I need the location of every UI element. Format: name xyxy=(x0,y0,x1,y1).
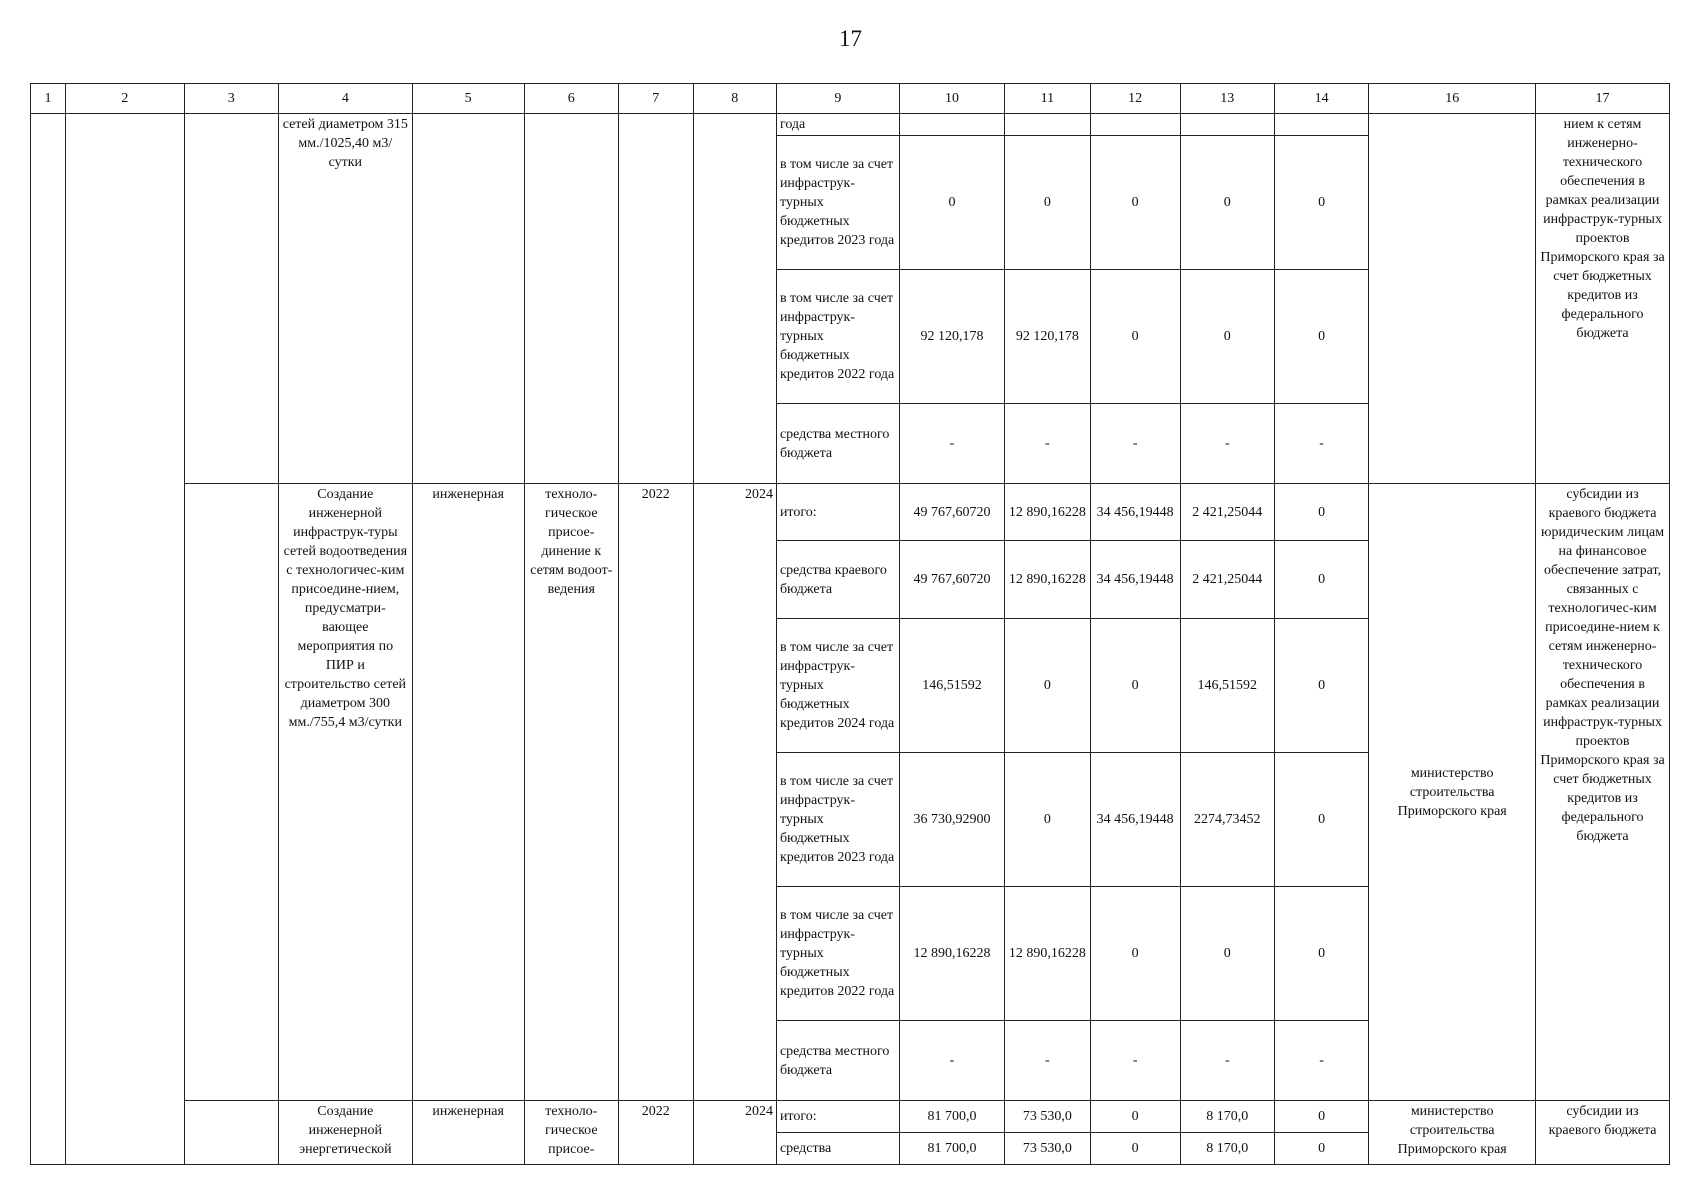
value-cell: 0 xyxy=(1005,753,1091,887)
measure-type: инженерная xyxy=(412,484,524,1101)
value-cell: 34 456,19448 xyxy=(1090,541,1180,619)
value-cell: 0 xyxy=(1274,619,1368,753)
funding-source: средства местного бюджета xyxy=(776,404,899,484)
value-cell: - xyxy=(899,1021,1004,1101)
header-cell: 4 xyxy=(278,84,412,114)
header-cell: 17 xyxy=(1536,84,1670,114)
funding-source: средства местного бюджета xyxy=(776,1021,899,1101)
value-cell: 0 xyxy=(1274,1133,1368,1165)
funding-source: года xyxy=(776,114,899,136)
table-row xyxy=(31,484,1670,541)
value-cell xyxy=(1005,114,1091,136)
value-cell: 0 xyxy=(1180,270,1274,404)
measure-type: инженерная xyxy=(412,1101,524,1165)
value-cell: 0 xyxy=(1090,1101,1180,1133)
value-cell: 49 767,60720 xyxy=(899,484,1004,541)
header-cell: 5 xyxy=(412,84,524,114)
measure-type xyxy=(412,114,524,484)
value-cell: 81 700,0 xyxy=(899,1101,1004,1133)
measure-result: техноло-гическое присое-динение к сетям водоот-ведения xyxy=(524,484,618,1101)
value-cell: - xyxy=(1005,1021,1091,1101)
table-row xyxy=(31,114,1670,136)
executor: министерство строительства Приморского края xyxy=(1369,1101,1536,1165)
start-year xyxy=(618,114,693,484)
value-cell xyxy=(1090,114,1180,136)
funding-source: в том числе за счет инфраструк- турных бюджетных кредитов 2024 года xyxy=(776,619,899,753)
value-cell: - xyxy=(1274,1021,1368,1101)
value-cell: 0 xyxy=(1274,541,1368,619)
value-cell: - xyxy=(899,404,1004,484)
col3-cell xyxy=(184,484,278,1101)
header-cell: 6 xyxy=(524,84,618,114)
value-cell: 0 xyxy=(1005,619,1091,753)
header-row xyxy=(31,84,1670,114)
value-cell: 0 xyxy=(1180,887,1274,1021)
value-cell: 2 421,25044 xyxy=(1180,484,1274,541)
value-cell: 0 xyxy=(1274,484,1368,541)
value-cell: 8 170,0 xyxy=(1180,1101,1274,1133)
page-number: 17 xyxy=(839,26,862,51)
funding-source: в том числе за счет инфраструк- турных бюджетных кредитов 2022 года xyxy=(776,270,899,404)
end-year xyxy=(693,114,776,484)
value-cell: 2 421,25044 xyxy=(1180,541,1274,619)
value-cell: 8 170,0 xyxy=(1180,1133,1274,1165)
header-cell: 12 xyxy=(1090,84,1180,114)
value-cell: - xyxy=(1180,404,1274,484)
value-cell: 81 700,0 xyxy=(899,1133,1004,1165)
col2-cell xyxy=(66,114,184,1165)
value-cell xyxy=(899,114,1004,136)
executor xyxy=(1369,114,1536,484)
header-cell: 13 xyxy=(1180,84,1274,114)
value-cell: - xyxy=(1005,404,1091,484)
value-cell: 0 xyxy=(1090,887,1180,1021)
note: субсидии из краевого бюджета юридическим лицам на финансовое обеспечение затрат, связанных с технологичес-ким присоедине-нием к сетям инженерно-технического обеспечения в рамках реализации инфраструк-турных проектов Приморского края за счет бюджетных кредитов из федерального бюджета xyxy=(1536,484,1670,1101)
note: нием к сетям инженерно-технического обеспечения в рамках реализации инфраструк-турных проектов Приморского края за счет бюджетных кредитов из федерального бюджета xyxy=(1536,114,1670,484)
value-cell: - xyxy=(1090,404,1180,484)
value-cell: 0 xyxy=(1180,136,1274,270)
value-cell: 49 767,60720 xyxy=(899,541,1004,619)
note: субсидии из краевого бюджета xyxy=(1536,1101,1670,1165)
end-year: 2024 xyxy=(693,1101,776,1165)
budget-table xyxy=(30,83,1670,1165)
value-cell: 12 890,16228 xyxy=(1005,541,1091,619)
funding-source: средства xyxy=(776,1133,899,1165)
funding-source: итого: xyxy=(776,484,899,541)
value-cell: 146,51592 xyxy=(899,619,1004,753)
value-cell: 0 xyxy=(899,136,1004,270)
header-cell: 11 xyxy=(1005,84,1091,114)
value-cell: 0 xyxy=(1274,270,1368,404)
funding-source: в том числе за счет инфраструк- турных бюджетных кредитов 2023 года xyxy=(776,136,899,270)
value-cell: 0 xyxy=(1274,1101,1368,1133)
value-cell: 0 xyxy=(1274,753,1368,887)
start-year: 2022 xyxy=(618,484,693,1101)
end-year: 2024 xyxy=(693,484,776,1101)
header-cell: 14 xyxy=(1274,84,1368,114)
value-cell: 73 530,0 xyxy=(1005,1133,1091,1165)
value-cell: 92 120,178 xyxy=(899,270,1004,404)
value-cell xyxy=(1180,114,1274,136)
value-cell: 12 890,16228 xyxy=(1005,887,1091,1021)
funding-source: средства краевого бюджета xyxy=(776,541,899,619)
value-cell: 34 456,19448 xyxy=(1090,753,1180,887)
value-cell: 73 530,0 xyxy=(1005,1101,1091,1133)
header-cell: 8 xyxy=(693,84,776,114)
executor: министерство строительства Приморского края xyxy=(1369,484,1536,1101)
header-cell: 1 xyxy=(31,84,66,114)
value-cell: 0 xyxy=(1274,136,1368,270)
value-cell: - xyxy=(1180,1021,1274,1101)
col3-cell xyxy=(184,114,278,484)
funding-source: в том числе за счет инфраструк- турных бюджетных кредитов 2023 года xyxy=(776,753,899,887)
value-cell: - xyxy=(1274,404,1368,484)
value-cell: 12 890,16228 xyxy=(1005,484,1091,541)
measure-name: Создание инженерной энергетической xyxy=(278,1101,412,1165)
value-cell: 0 xyxy=(1090,270,1180,404)
value-cell: 2274,73452 xyxy=(1180,753,1274,887)
header-cell: 3 xyxy=(184,84,278,114)
header-cell: 10 xyxy=(899,84,1004,114)
table-row xyxy=(31,1101,1670,1133)
value-cell: 146,51592 xyxy=(1180,619,1274,753)
start-year: 2022 xyxy=(618,1101,693,1165)
value-cell: 0 xyxy=(1090,619,1180,753)
header-cell: 2 xyxy=(66,84,184,114)
header-cell: 16 xyxy=(1369,84,1536,114)
value-cell: 12 890,16228 xyxy=(899,887,1004,1021)
funding-source: в том числе за счет инфраструк- турных бюджетных кредитов 2022 года xyxy=(776,887,899,1021)
value-cell: 0 xyxy=(1090,1133,1180,1165)
value-cell: 34 456,19448 xyxy=(1090,484,1180,541)
value-cell xyxy=(1274,114,1368,136)
measure-result xyxy=(524,114,618,484)
measure-name: сетей диаметром 315 мм./1025,40 м3/сутки xyxy=(278,114,412,484)
funding-source: итого: xyxy=(776,1101,899,1133)
col1-cell xyxy=(31,114,66,1165)
header-cell: 7 xyxy=(618,84,693,114)
col3-cell xyxy=(184,1101,278,1165)
value-cell: 0 xyxy=(1090,136,1180,270)
value-cell: 92 120,178 xyxy=(1005,270,1091,404)
value-cell: 36 730,92900 xyxy=(899,753,1004,887)
value-cell: 0 xyxy=(1274,887,1368,1021)
measure-result: техноло-гическое присое- xyxy=(524,1101,618,1165)
value-cell: - xyxy=(1090,1021,1180,1101)
header-cell: 9 xyxy=(776,84,899,114)
value-cell: 0 xyxy=(1005,136,1091,270)
measure-name: Создание инженерной инфраструк-туры сетей водоотведения с технологичес-ким присоедине-нием, предусматри-вающее мероприятия по ПИР и строительство сетей диаметром 300 мм./755,4 м3/сутки xyxy=(278,484,412,1101)
